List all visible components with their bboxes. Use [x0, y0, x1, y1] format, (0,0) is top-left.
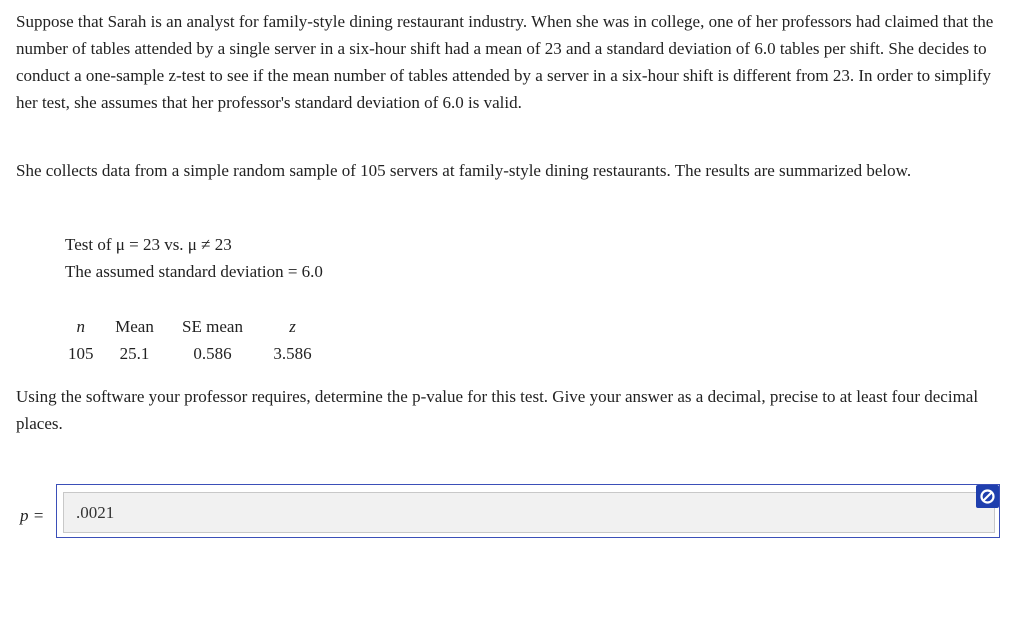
header-n: n — [76, 316, 85, 336]
answer-field-container — [56, 484, 1000, 538]
value-mean: 25.1 — [119, 343, 150, 363]
p-value-label: p = — [20, 506, 45, 525]
question-paragraph-1: Suppose that Sarah is an analyst for family-style dining restaurant industry. When she was in college, one of her professors had claimed that the number of tables attended by a single server in a six-hour shift had a mean of 23 and a standard deviation of 6.0 tables per shift. She decides to conduct a one-sample z-test to see if the mean number of tables attended by a server in a six-hour shift is different from 23. In order to simplify her test, she assumes that her professor's standard deviation of 6.0 is valid. — [16, 12, 994, 112]
summary-header-row — [58, 313, 326, 340]
header-mean: Mean — [115, 316, 154, 336]
assumed-sd-statement: The assumed standard deviation = 6.0 — [65, 262, 323, 281]
question-paragraph-2: She collects data from a simple random sample of 105 servers at family-style dining restaurants. The results are summarized below. — [16, 161, 912, 180]
question-paragraph-3: Using the software your professor requires, determine the p-value for this test. Give your answer as a decimal, precise to at least four decimal places. — [16, 387, 979, 433]
p-value-input[interactable] — [63, 492, 995, 533]
blocked-icon — [976, 485, 999, 508]
value-n: 105 — [68, 343, 94, 363]
summary-value-row — [58, 340, 326, 367]
value-z: 3.586 — [273, 343, 312, 363]
header-se-mean: SE mean — [182, 316, 243, 336]
hypothesis-statement: Test of μ = 23 vs. μ ≠ 23 — [65, 235, 232, 254]
summary-table — [58, 313, 326, 367]
header-z: z — [289, 316, 296, 336]
value-se-mean: 0.586 — [193, 343, 232, 363]
